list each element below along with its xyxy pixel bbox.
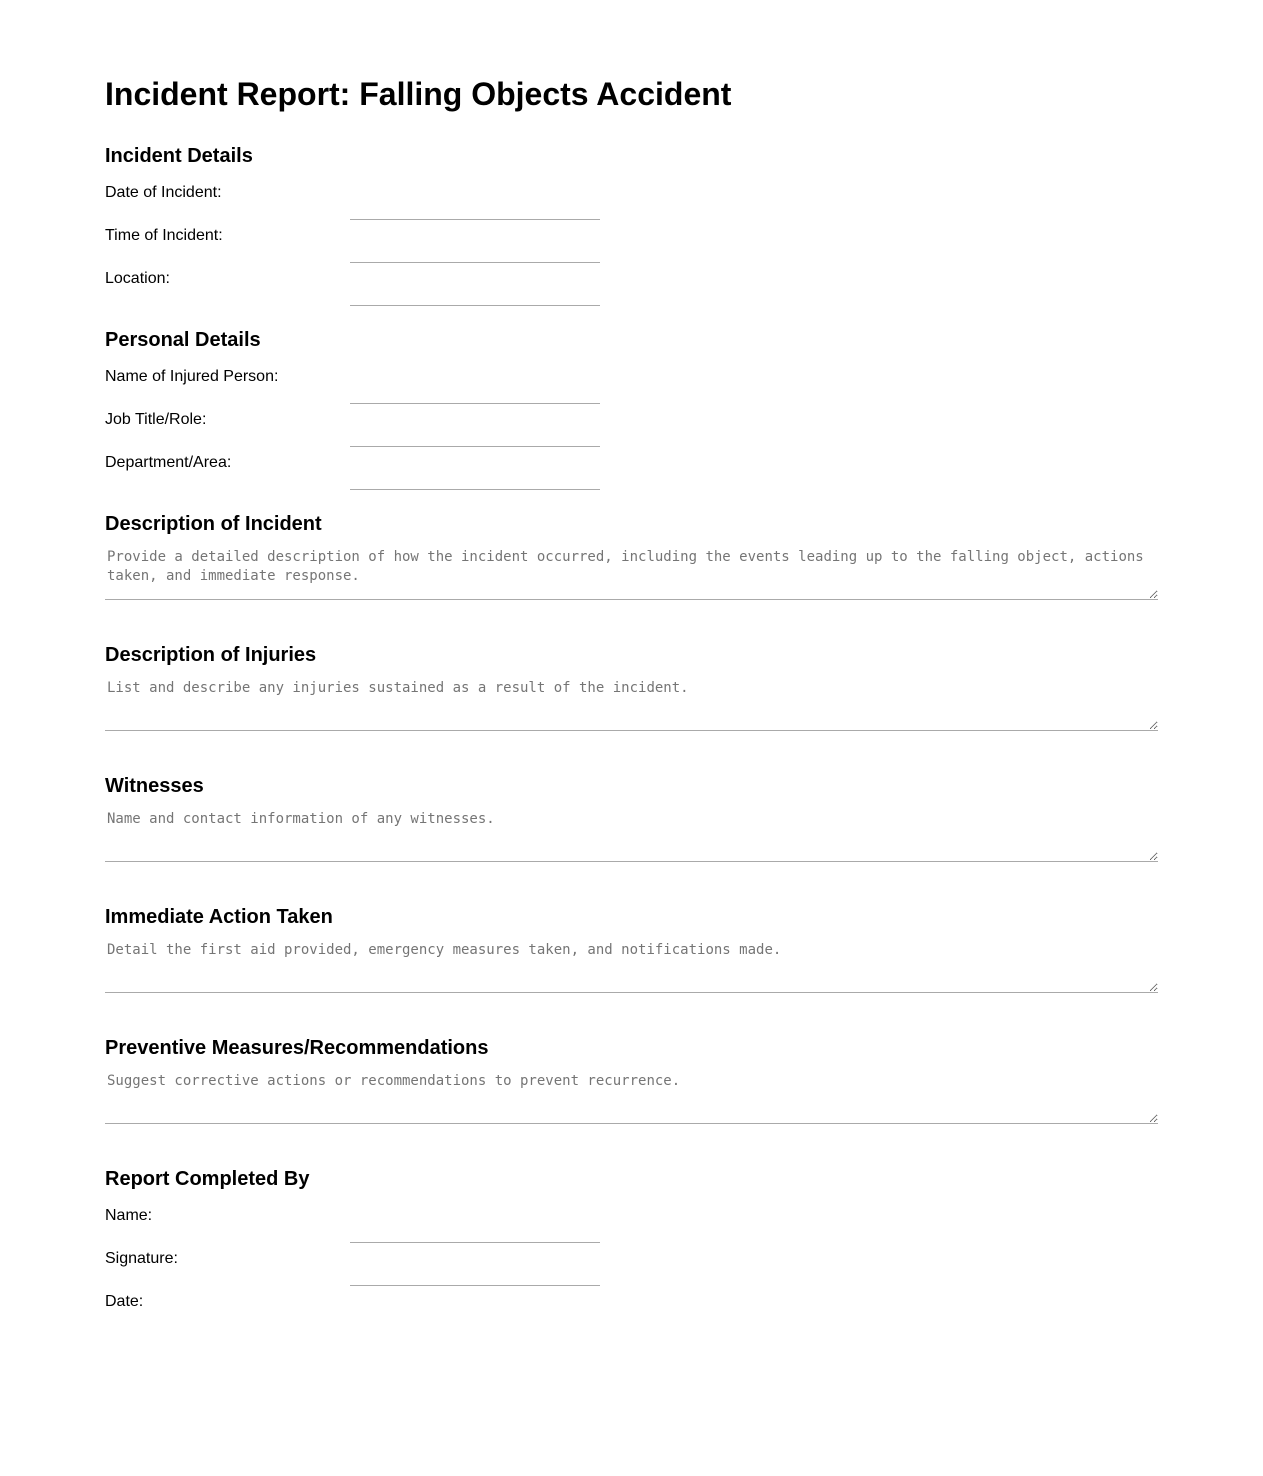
injured-person-name-input[interactable] (350, 367, 600, 404)
field-reporter-name (105, 1206, 705, 1246)
description-of-incident-textarea[interactable] (105, 544, 1158, 600)
incident-report-form (105, 0, 1158, 1306)
immediate-action-wrap (105, 937, 1158, 993)
report-date-input[interactable] (350, 1292, 600, 1306)
date-of-incident-input[interactable] (350, 183, 600, 220)
description-of-injuries-textarea[interactable] (105, 675, 1158, 731)
field-label: Date of Incident: (105, 184, 222, 201)
field-time-of-incident (105, 226, 705, 266)
field-job-title (105, 410, 705, 450)
field-label: Location: (105, 270, 170, 287)
field-report-date (105, 1292, 705, 1306)
field-label: Time of Incident: (105, 227, 223, 244)
section-heading-personal-details: Personal Details (105, 329, 261, 351)
field-label: Name: (105, 1207, 153, 1224)
department-input[interactable] (350, 453, 600, 490)
section-heading-incident-details: Incident Details (105, 145, 253, 167)
description-of-injuries-wrap (105, 675, 1158, 731)
field-date-of-incident (105, 183, 705, 223)
field-label: Date: (105, 1293, 144, 1306)
section-heading-description-of-injuries: Description of Injuries (105, 644, 317, 666)
field-label: Name of Injured Person: (105, 368, 279, 385)
section-heading-description-of-incident: Description of Incident (105, 513, 322, 535)
section-heading-preventive-measures: Preventive Measures/Recommendations (105, 1037, 489, 1059)
signature-input[interactable] (350, 1249, 600, 1286)
witnesses-textarea[interactable] (105, 806, 1158, 862)
field-department (105, 453, 705, 493)
page-title: Incident Report: Falling Objects Accident (105, 76, 732, 112)
immediate-action-textarea[interactable] (105, 937, 1158, 993)
preventive-measures-wrap (105, 1068, 1158, 1124)
field-signature (105, 1249, 705, 1289)
field-label: Job Title/Role: (105, 411, 207, 428)
section-heading-witnesses: Witnesses (105, 775, 204, 797)
field-location (105, 269, 705, 309)
job-title-input[interactable] (350, 410, 600, 447)
field-name-of-injured-person (105, 367, 705, 407)
location-input[interactable] (350, 269, 600, 306)
reporter-name-input[interactable] (350, 1206, 600, 1243)
field-label: Signature: (105, 1250, 178, 1267)
time-of-incident-input[interactable] (350, 226, 600, 263)
field-label: Department/Area: (105, 454, 232, 471)
section-heading-immediate-action: Immediate Action Taken (105, 906, 333, 928)
description-of-incident-wrap (105, 544, 1158, 600)
witnesses-wrap (105, 806, 1158, 862)
preventive-measures-textarea[interactable] (105, 1068, 1158, 1124)
section-heading-report-completed-by: Report Completed By (105, 1168, 310, 1190)
